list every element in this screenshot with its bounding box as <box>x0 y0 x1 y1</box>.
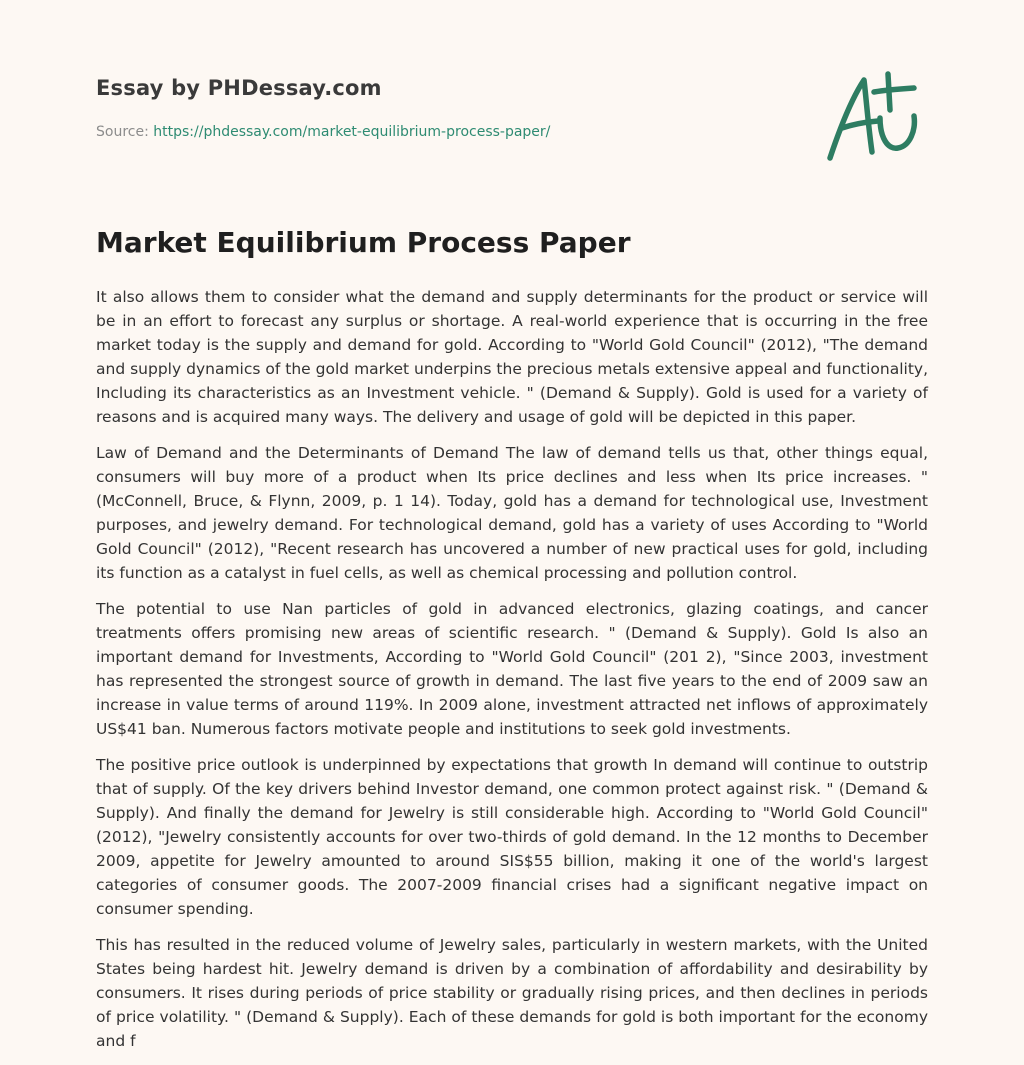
essay-body <box>96 285 928 1065</box>
essay-title: Market Equilibrium Process Paper <box>96 226 631 259</box>
source-link[interactable]: https://phdessay.com/market-equilibrium-process-paper/ <box>153 124 551 140</box>
a-plus-logo-icon <box>822 66 932 166</box>
essay-paragraph: The positive price outlook is underpinned by expectations that growth In demand will continue to outstrip that of supply. Of the key drivers behind Investor demand, one common protect against risk. " (Demand & Supply). And finally the demand for Jewelry is still considerable high. According to "World Gold Council" (2012), "Jewelry consistently accounts for over two-thirds of gold demand. In the 12 months to December 2009, appetite for Jewelry amounted to around SIS$55 billion, making it one of the world's largest categories of consumer goods. The 2007-2009 financial crises had a significant negative impact on consumer spending. <box>96 756 928 918</box>
site-brand: Essay by PHDessay.com <box>96 76 382 100</box>
essay-paragraph: Law of Demand and the Determinants of Demand The law of demand tells us that, other things equal, consumers will buy more of a product when Its price declines and less when Its price increases. " (McConnell, Bruce, & Flynn, 2009, p. 1 14). Today, gold has a demand for technological use, Investment purposes, and jewelry demand. For technological demand, gold has a variety of uses According to "World Gold Council" (2012), "Recent research has uncovered a number of new practical uses for gold, including its function as a catalyst in fuel cells, as well as chemical processing and pollution control. <box>96 444 928 582</box>
essay-paragraph: This has resulted in the reduced volume of Jewelry sales, particularly in western markets, with the United States being hardest hit. Jewelry demand is driven by a combination of affordability and desirability by consumers. It rises during periods of price stability or gradually rising prices, and then declines in periods of price volatility. " (Demand & Supply). Each of these demands for gold is both important for the economy and f <box>96 936 928 1050</box>
essay-paragraph: The potential to use Nan particles of gold in advanced electronics, glazing coatings, and cancer treatments offers promising new areas of scientific research. " (Demand & Supply). Gold Is also an important demand for Investments, According to "World Gold Council" (201 2), "Since 2003, investment has represented the strongest source of growth in demand. The last five years to the end of 2009 saw an increase in value terms of around 119%. In 2009 alone, investment attracted net inflows of approximately US$41 ban. Numerous factors motivate people and institutions to seek gold investments. <box>96 600 928 738</box>
source-line <box>96 124 550 140</box>
essay-paragraph: It also allows them to consider what the demand and supply determinants for the product or service will be in an effort to forecast any surplus or shortage. A real-world experience that is occurring in the free market today is the supply and demand for gold. According to "World Gold Council" (2012), "The demand and supply dynamics of the gold market underpins the precious metals extensive appeal and functionality, Including its characteristics as an Investment vehicle. " (Demand & Supply). Gold is used for a variety of reasons and is acquired many ways. The delivery and usage of gold will be depicted in this paper. <box>96 288 928 426</box>
source-label: Source: <box>96 124 154 140</box>
